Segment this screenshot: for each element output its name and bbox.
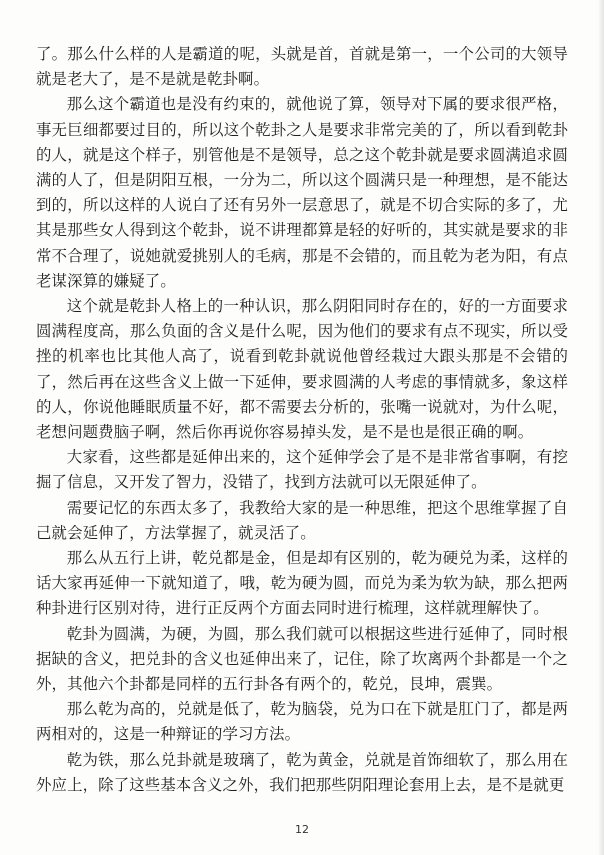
paragraph-8: 那么乾为高的，兑就是低了，乾为脑袋，兑为口在下就是肛门了，都是两两相对的，这是一种辩证的学习方法。 xyxy=(36,700,568,744)
paragraph-2: 那么这个霸道也是没有约束的，就他说了算，领导对下属的要求很严格，事无巨细都要过目的，所以这个乾卦之人是要求非常完美的了，所以看到乾卦的人，就是这个样子，别管他是不是领导，总之这个乾卦就是要求圆满追求圆满的人了，但是阴阳互根，一分为二，所以这个圆满只是一种理想，是不能达到的，所以这样的人说白了还有另外一层意思了，就是不切合实际的多了，尤其是那些女人得到这个乾卦，说不讲理都算是轻的好听的，其实就是要求的非常不合理了，说她就爱挑别人的毛病，那是不会错的，而且乾为老为阳，有点老谋深算的嫌疑了。 xyxy=(36,95,568,290)
paragraph-3: 这个就是乾卦人格上的一种认识，那么阴阳同时存在的，好的一方面要求圆满程度高，那么负面的含义是什么呢，因为他们的要求有点不现实，所以受挫的机率也比其他人高了，说看到乾卦就说他曾经栽过大跟头那是不会错的了，然后再在这些含义上做一下延伸，要求圆满的人考虑的事情就多，象这样的人，你说他睡眠质量不好，都不需要去分析的，张嘴一说就对，为什么呢，老想问题费脑子啊，然后你再说你容易掉头发，是不是也是很正确的啊。 xyxy=(36,297,568,442)
paragraph-7: 乾卦为圆满，为硬，为圆，那么我们就可以根据这些进行延伸了，同时根据缺的含义，把兑卦的含义也延伸出来了，记住，除了坎离两个卦都是一个之外，其他六个卦都是同样的五行卦各有两个的，乾兑，艮坤，震巽。 xyxy=(36,624,568,694)
paragraph-6: 那么从五行上讲，乾兑都是金，但是却有区别的，乾为硬兑为柔，这样的话大家再延伸一下就知道了，哦，乾为硬为圆，而兑为柔为软为缺，那么把两种卦进行区别对待，进行正反两个方面去同时进行梳理，这样就理解快了。 xyxy=(36,549,568,618)
page-edge-shadow xyxy=(598,0,604,855)
paragraph-1: 了。那么什么样的人是霸道的呢，头就是首，首就是第一，一个公司的大领导就是老大了，是不是就是乾卦啊。 xyxy=(36,45,568,89)
body-text xyxy=(36,42,568,798)
paragraph-5: 需要记忆的东西太多了，我教给大家的是一种思维，把这个思维掌握了自己就会延伸了，方法掌握了，就灵活了。 xyxy=(36,498,568,542)
paragraph-4: 大家看，这些都是延伸出来的，这个延伸学会了是不是非常省事啊，有挖掘了信息，又开发了智力，没错了，找到方法就可以无限延伸了。 xyxy=(36,448,568,492)
page-number: 12 xyxy=(295,823,309,836)
paragraph-9: 乾为铁，那么兑卦就是玻璃了，乾为黄金，兑就是首饰细软了，那么用在外应上，除了这些基本含义之外，我们把那些阴阳理论套用上去，是不是就更 xyxy=(36,750,568,794)
